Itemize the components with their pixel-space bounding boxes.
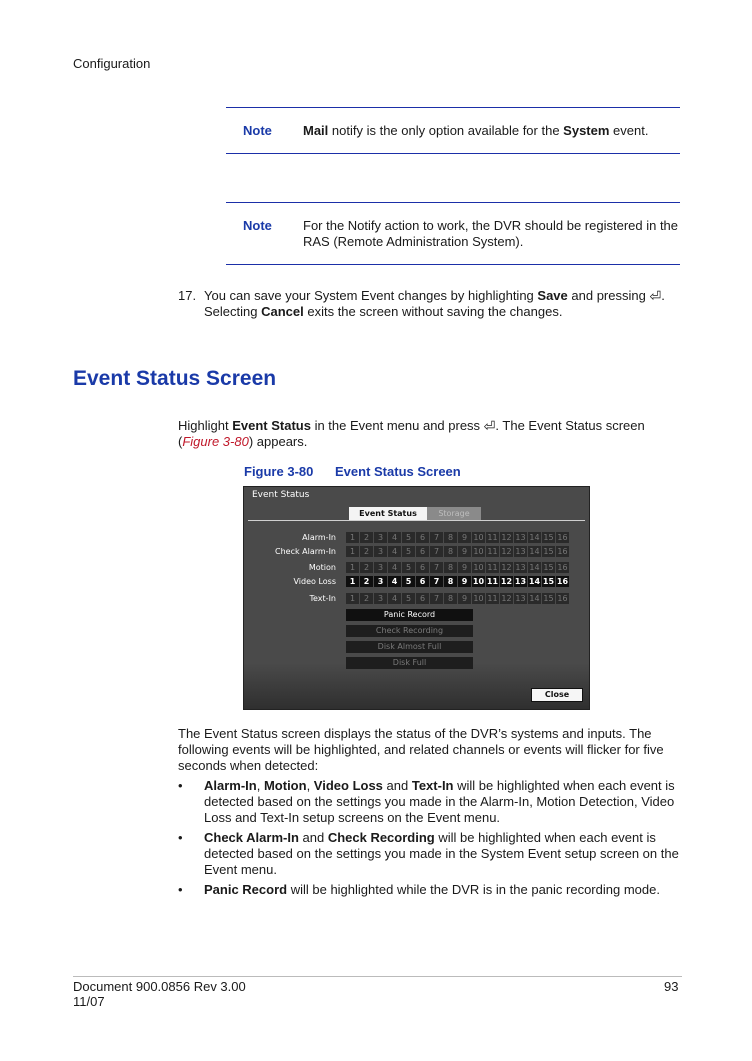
figure-reference: Figure 3-80: [182, 434, 249, 449]
document-date: 11/07: [73, 994, 105, 1009]
channel-cell: 6: [416, 562, 429, 573]
channel-cell: 7: [430, 532, 443, 543]
bold-term: Check Alarm-In: [204, 830, 299, 845]
channel-cell: 7: [430, 576, 443, 587]
channel-cell: 8: [444, 546, 457, 557]
bold-term: Panic Record: [204, 882, 288, 897]
bullet-icon: •: [178, 778, 183, 793]
channel-cell: 15: [543, 547, 554, 556]
text-run: event.: [609, 123, 649, 138]
channel-cell: 3: [374, 593, 387, 604]
figure-caption: [244, 464, 461, 479]
text-run: and pressing: [567, 288, 650, 303]
bold-term: Event Status: [232, 418, 311, 433]
channel-cell: 2: [360, 546, 373, 557]
text-run: For the Notify action to work, the DVR should be registered in the RAS (Remote Administration System).: [303, 218, 679, 249]
channel-cell: 11: [487, 533, 498, 542]
status-button: Check Recording: [346, 625, 473, 637]
text-run: in the Event menu and press: [310, 418, 484, 433]
channel-cell: 15: [543, 594, 554, 603]
status-button: Panic Record: [346, 609, 473, 621]
channel-cell: 9: [458, 562, 471, 573]
channel-cell: 8: [444, 593, 457, 604]
bold-term: Cancel: [261, 304, 304, 319]
close-button[interactable]: Close: [531, 688, 583, 702]
event-row-label: Motion: [308, 563, 336, 572]
channel-cell: 3: [374, 562, 387, 573]
text-run: . Selecting: [204, 288, 665, 319]
enter-key-icon: ⏎: [649, 288, 662, 304]
text-run: exits the screen without saving the changes.: [303, 304, 563, 319]
channel-cell: 3: [374, 546, 387, 557]
step-text: [204, 288, 684, 320]
channel-cell: 13: [515, 533, 526, 542]
channel-cell: 9: [458, 546, 471, 557]
channel-cell: 1: [346, 532, 359, 543]
channel-cell: 1: [346, 546, 359, 557]
channel-cell: 10: [472, 577, 485, 586]
channel-cell: 10: [473, 547, 484, 556]
channel-cell: 6: [416, 576, 429, 587]
channel-cell: 16: [557, 533, 568, 542]
channel-cell: 9: [458, 532, 471, 543]
enter-key-icon: ⏎: [483, 418, 496, 434]
tab-divider: [248, 520, 585, 521]
event-status-screen: [243, 486, 590, 710]
text-run: ,: [256, 778, 264, 793]
channel-cell: 15: [543, 533, 554, 542]
text-run: . The Event Status screen (: [178, 418, 645, 449]
channel-cell: 13: [515, 594, 526, 603]
bold-term: Mail: [303, 123, 329, 138]
bold-term: System: [563, 123, 610, 138]
screen-shade: [244, 663, 589, 709]
note-text: [303, 123, 680, 139]
bullet-icon: •: [178, 830, 183, 845]
channel-cell: 8: [444, 576, 457, 587]
footer-divider: [73, 976, 682, 977]
channel-cell: 10: [473, 533, 484, 542]
channel-cell: 16: [556, 577, 569, 586]
text-run: and: [382, 778, 412, 793]
status-button: Disk Almost Full: [346, 641, 473, 653]
channel-cell: 12: [501, 594, 512, 603]
channel-cell: 11: [486, 577, 499, 586]
channel-cell: 13: [515, 547, 526, 556]
running-header: Configuration: [73, 56, 151, 71]
text-run: notify is the only option available for the: [328, 123, 564, 138]
channel-cell: 1: [346, 562, 359, 573]
bold-term: Motion: [263, 778, 307, 793]
channel-cell: 5: [402, 546, 415, 557]
channel-cell: 15: [543, 563, 554, 572]
footer-document: [73, 979, 246, 1009]
note-label: Note: [243, 218, 272, 233]
event-row-label: Video Loss: [293, 577, 336, 586]
channel-cell: 15: [542, 577, 555, 586]
channel-cells: [346, 562, 569, 573]
event-row-label: Check Alarm-In: [274, 547, 336, 556]
section-title: Event Status Screen: [73, 367, 277, 390]
page-number: 93: [664, 979, 679, 994]
tab-storage[interactable]: Storage: [427, 507, 481, 520]
channel-cell: 4: [388, 532, 401, 543]
channel-cell: 2: [360, 562, 373, 573]
channel-cell: 5: [402, 532, 415, 543]
channel-cells: [346, 546, 569, 557]
text-run: will be highlighted when each event is detected based on the settings you made in the Alarm-In, Motion Detection, Video Loss and Text-In setup screens on the Event menu.: [204, 778, 675, 825]
channel-cell: 16: [557, 563, 568, 572]
channel-cell: 14: [529, 563, 540, 572]
channel-cell: 7: [430, 562, 443, 573]
intro-paragraph: [178, 418, 678, 450]
document-number: Document 900.0856 Rev 3.00: [73, 979, 246, 994]
text-run: You can save your System Event changes by highlighting: [204, 288, 538, 303]
description-paragraph: The Event Status screen displays the status of the DVR’s systems and inputs. The following events will be highlighted, and related channels or events will flicker for five seconds when detected:: [178, 726, 664, 773]
bold-term: Save: [537, 288, 568, 303]
channel-cell: 11: [487, 547, 498, 556]
channel-cell: 7: [430, 593, 443, 604]
bold-term: Check Recording: [327, 830, 435, 845]
text-run: Highlight: [178, 418, 233, 433]
channel-cell: 13: [514, 577, 527, 586]
note-box-mail: [226, 107, 680, 154]
channel-cell: 1: [346, 576, 359, 587]
channel-cell: 10: [473, 594, 484, 603]
channel-cell: 2: [360, 532, 373, 543]
channel-cell: 16: [557, 594, 568, 603]
event-row-label: Alarm-In: [302, 533, 336, 542]
channel-cell: 7: [430, 546, 443, 557]
channel-cell: 16: [557, 547, 568, 556]
text-run: and: [298, 830, 328, 845]
channel-cell: 3: [374, 576, 387, 587]
channel-cell: 1: [346, 593, 359, 604]
channel-cell: 11: [487, 594, 498, 603]
channel-cells: [346, 532, 569, 543]
bold-term: Video Loss: [313, 778, 383, 793]
channel-cell: 4: [388, 576, 401, 587]
figure-number: Figure 3-80: [244, 464, 314, 479]
channel-cells: [346, 593, 569, 604]
bullet-icon: •: [178, 882, 183, 897]
channel-cell: 14: [529, 547, 540, 556]
channel-cell: 12: [501, 563, 512, 572]
status-button: Disk Full: [346, 657, 473, 669]
channel-cell: 3: [374, 532, 387, 543]
channel-cell: 6: [416, 593, 429, 604]
channel-cell: 2: [360, 593, 373, 604]
channel-cell: 14: [529, 533, 540, 542]
figure-title: Event Status Screen: [335, 464, 461, 479]
channel-cell: 4: [388, 562, 401, 573]
channel-cell: 11: [487, 563, 498, 572]
channel-cell: 14: [528, 577, 541, 586]
note-label: Note: [243, 123, 272, 138]
channel-cell: 8: [444, 532, 457, 543]
window-title: Event Status: [252, 490, 310, 500]
channel-cell: 2: [360, 576, 373, 587]
channel-cell: 5: [402, 562, 415, 573]
channel-cell: 5: [402, 576, 415, 587]
bullet-item: [178, 830, 683, 878]
text-run: will be highlighted while the DVR is in the panic recording mode.: [287, 882, 660, 897]
channel-cell: 12: [501, 547, 512, 556]
channel-cell: 8: [444, 562, 457, 573]
note-text: [303, 218, 680, 250]
note-box-notify: [226, 202, 680, 265]
channel-cell: 4: [388, 546, 401, 557]
bold-term: Text-In: [411, 778, 454, 793]
channel-cell: 4: [388, 593, 401, 604]
channel-cells: [346, 576, 569, 587]
text-run: ,: [306, 778, 314, 793]
text-run: will be highlighted when each event is detected based on the settings you made in the System Event setup screen on the Event menu.: [204, 830, 679, 877]
channel-cell: 5: [402, 593, 415, 604]
step-number: 17.: [178, 288, 197, 303]
channel-cell: 12: [500, 577, 513, 586]
channel-cell: 13: [515, 563, 526, 572]
channel-cell: 10: [473, 563, 484, 572]
bullet-item: [178, 882, 683, 898]
channel-cell: 12: [501, 533, 512, 542]
channel-cell: 6: [416, 546, 429, 557]
channel-cell: 14: [529, 594, 540, 603]
event-row-label: Text-In: [309, 594, 336, 603]
channel-cell: 9: [458, 593, 471, 604]
tab-event-status[interactable]: Event Status: [349, 507, 427, 520]
channel-cell: 9: [458, 576, 471, 587]
bold-term: Alarm-In: [204, 778, 257, 793]
text-run: ) appears.: [248, 434, 308, 449]
bullet-item: [178, 778, 683, 826]
channel-cell: 6: [416, 532, 429, 543]
event-bullet-list: [178, 778, 683, 902]
